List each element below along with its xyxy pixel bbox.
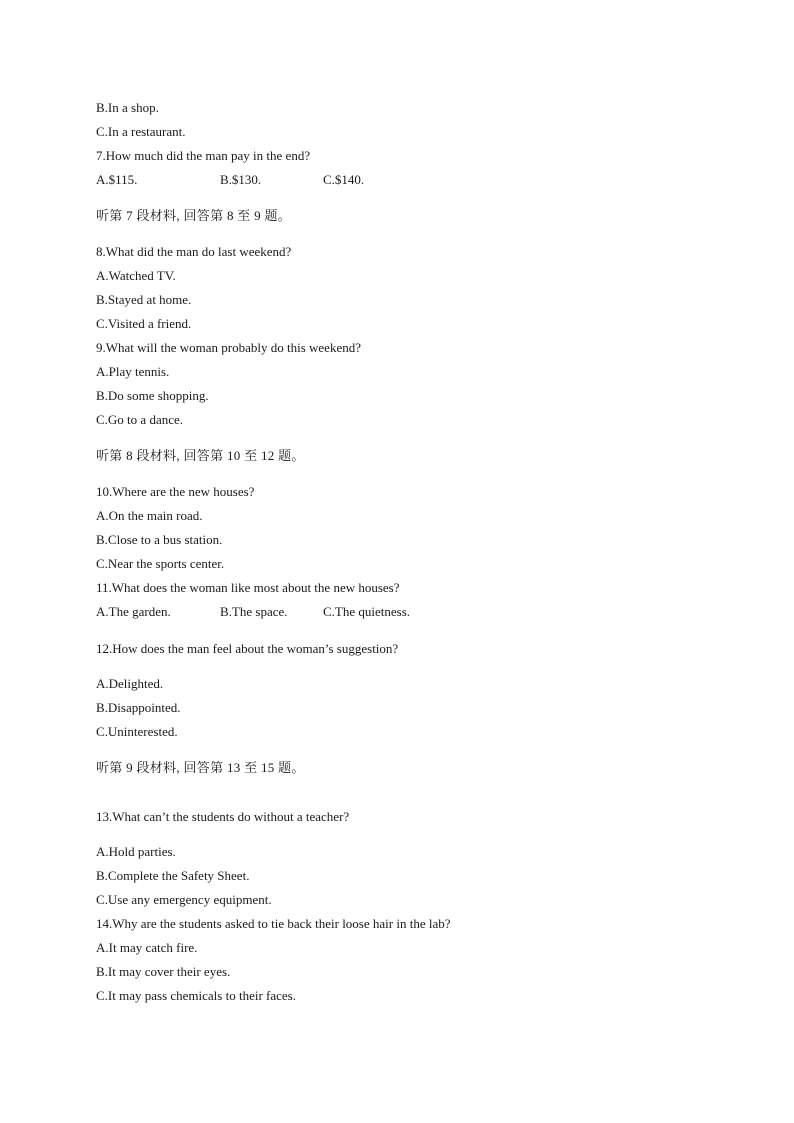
q12-option-c: C.Uninterested.: [96, 724, 178, 739]
q14-option-c: C.It may pass chemicals to their faces.: [96, 988, 296, 1003]
q9-option-b: B.Do some shopping.: [96, 388, 209, 403]
q10-option-c: C.Near the sports center.: [96, 556, 225, 571]
q7-options: [96, 172, 716, 188]
q11-options: [96, 604, 716, 620]
q11-option-c: C.The quietness.: [323, 604, 411, 619]
q7-option-a: A.$115.: [96, 172, 138, 187]
q8-option-c: C.Visited a friend.: [96, 316, 192, 331]
q6-option-c: C.In a restaurant.: [96, 124, 186, 139]
section9-instruction: 听第 9 段材料, 回答第 13 至 15 题。: [96, 760, 305, 775]
q9-option-c: C.Go to a dance.: [96, 412, 184, 427]
q9-option-a: A.Play tennis.: [96, 364, 170, 379]
q12-question: 12.How does the man feel about the woman’s suggestion?: [96, 641, 399, 656]
q13-question: 13.What can’t the students do without a teacher?: [96, 809, 350, 824]
q8-option-b: B.Stayed at home.: [96, 292, 192, 307]
q12-option-a: A.Delighted.: [96, 676, 164, 691]
q14-option-b: B.It may cover their eyes.: [96, 964, 231, 979]
q8-question: 8.What did the man do last weekend?: [96, 244, 292, 259]
q7-option-b: B.$130.: [220, 172, 262, 187]
q7-option-c: C.$140.: [323, 172, 365, 187]
q8-option-a: A.Watched TV.: [96, 268, 176, 283]
section7-instruction: 听第 7 段材料, 回答第 8 至 9 题。: [96, 208, 292, 223]
q10-option-b: B.Close to a bus station.: [96, 532, 223, 547]
q6-option-b: B.In a shop.: [96, 100, 159, 115]
q7-question: 7.How much did the man pay in the end?: [96, 148, 311, 163]
q10-question: 10.Where are the new houses?: [96, 484, 255, 499]
q11-option-a: A.The garden.: [96, 604, 171, 619]
q12-option-b: B.Disappointed.: [96, 700, 181, 715]
q9-question: 9.What will the woman probably do this weekend?: [96, 340, 361, 355]
q11-question: 11.What does the woman like most about the new houses?: [96, 580, 400, 595]
section8-instruction: 听第 8 段材料, 回答第 10 至 12 题。: [96, 448, 305, 463]
q14-question: 14.Why are the students asked to tie back their loose hair in the lab?: [96, 916, 451, 931]
q14-option-a: A.It may catch fire.: [96, 940, 198, 955]
q13-option-b: B.Complete the Safety Sheet.: [96, 868, 250, 883]
q13-option-a: A.Hold parties.: [96, 844, 176, 859]
q11-option-b: B.The space.: [220, 604, 288, 619]
q10-option-a: A.On the main road.: [96, 508, 203, 523]
q13-option-c: C.Use any emergency equipment.: [96, 892, 272, 907]
